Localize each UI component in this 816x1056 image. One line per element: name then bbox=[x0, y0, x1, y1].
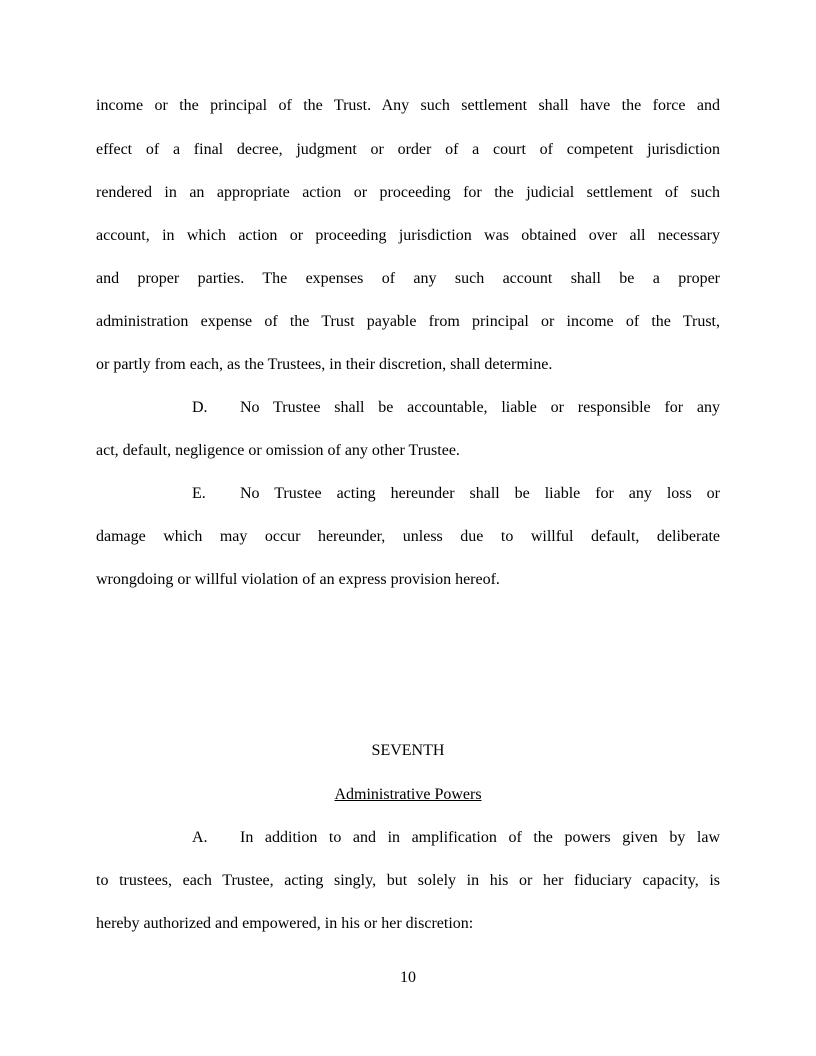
paragraph-e-line-2: damage which may occur hereunder, unless due to willful default, deliberate bbox=[96, 528, 720, 545]
article-subheading bbox=[96, 785, 720, 805]
page-number: 10 bbox=[400, 969, 416, 986]
paragraph-a-line-3: hereby authorized and empowered, in his or her discretion: bbox=[96, 915, 474, 932]
paragraph-e-first-line: No Trustee acting hereunder shall be liable for any loss or bbox=[240, 485, 720, 502]
paragraph-e-label: E. bbox=[192, 485, 206, 502]
paragraph-c-line-4: account, in which action or proceeding jurisdiction was obtained over all necessary bbox=[96, 227, 720, 244]
paragraph-c-line-6: administration expense of the Trust payable from principal or income of the Trust, bbox=[96, 313, 720, 330]
paragraph-c-line-1: income or the principal of the Trust. Any such settlement shall have the force and bbox=[96, 97, 720, 114]
paragraph-a-label: A. bbox=[192, 829, 208, 846]
paragraph-d-first-line: No Trustee shall be accountable, liable or responsible for any bbox=[240, 399, 720, 416]
article-heading: SEVENTH bbox=[371, 742, 445, 759]
paragraph-d-line-2: act, default, negligence or omission of any other Trustee. bbox=[96, 442, 460, 459]
paragraph-a-line-2: to trustees, each Trustee, acting singly, but solely in his or her fiduciary capacity, is bbox=[96, 872, 720, 889]
paragraph-d-label: D. bbox=[192, 399, 208, 416]
paragraph-c-line-7: or partly from each, as the Trustees, in their discretion, shall determine. bbox=[96, 356, 553, 373]
paragraph-c-line-5: and proper parties. The expenses of any such account shall be a proper bbox=[96, 270, 720, 287]
paragraph-c-line-3: rendered in an appropriate action or proceeding for the judicial settlement of such bbox=[96, 184, 720, 201]
paragraph-c-line-2: effect of a final decree, judgment or order of a court of competent jurisdiction bbox=[96, 141, 720, 158]
article-subheading-text: Administrative Powers bbox=[334, 786, 482, 803]
paragraph-a-first-line: In addition to and in amplification of the powers given by law bbox=[240, 829, 720, 846]
paragraph-e-line-3: wrongdoing or willful violation of an express provision hereof. bbox=[96, 571, 500, 588]
